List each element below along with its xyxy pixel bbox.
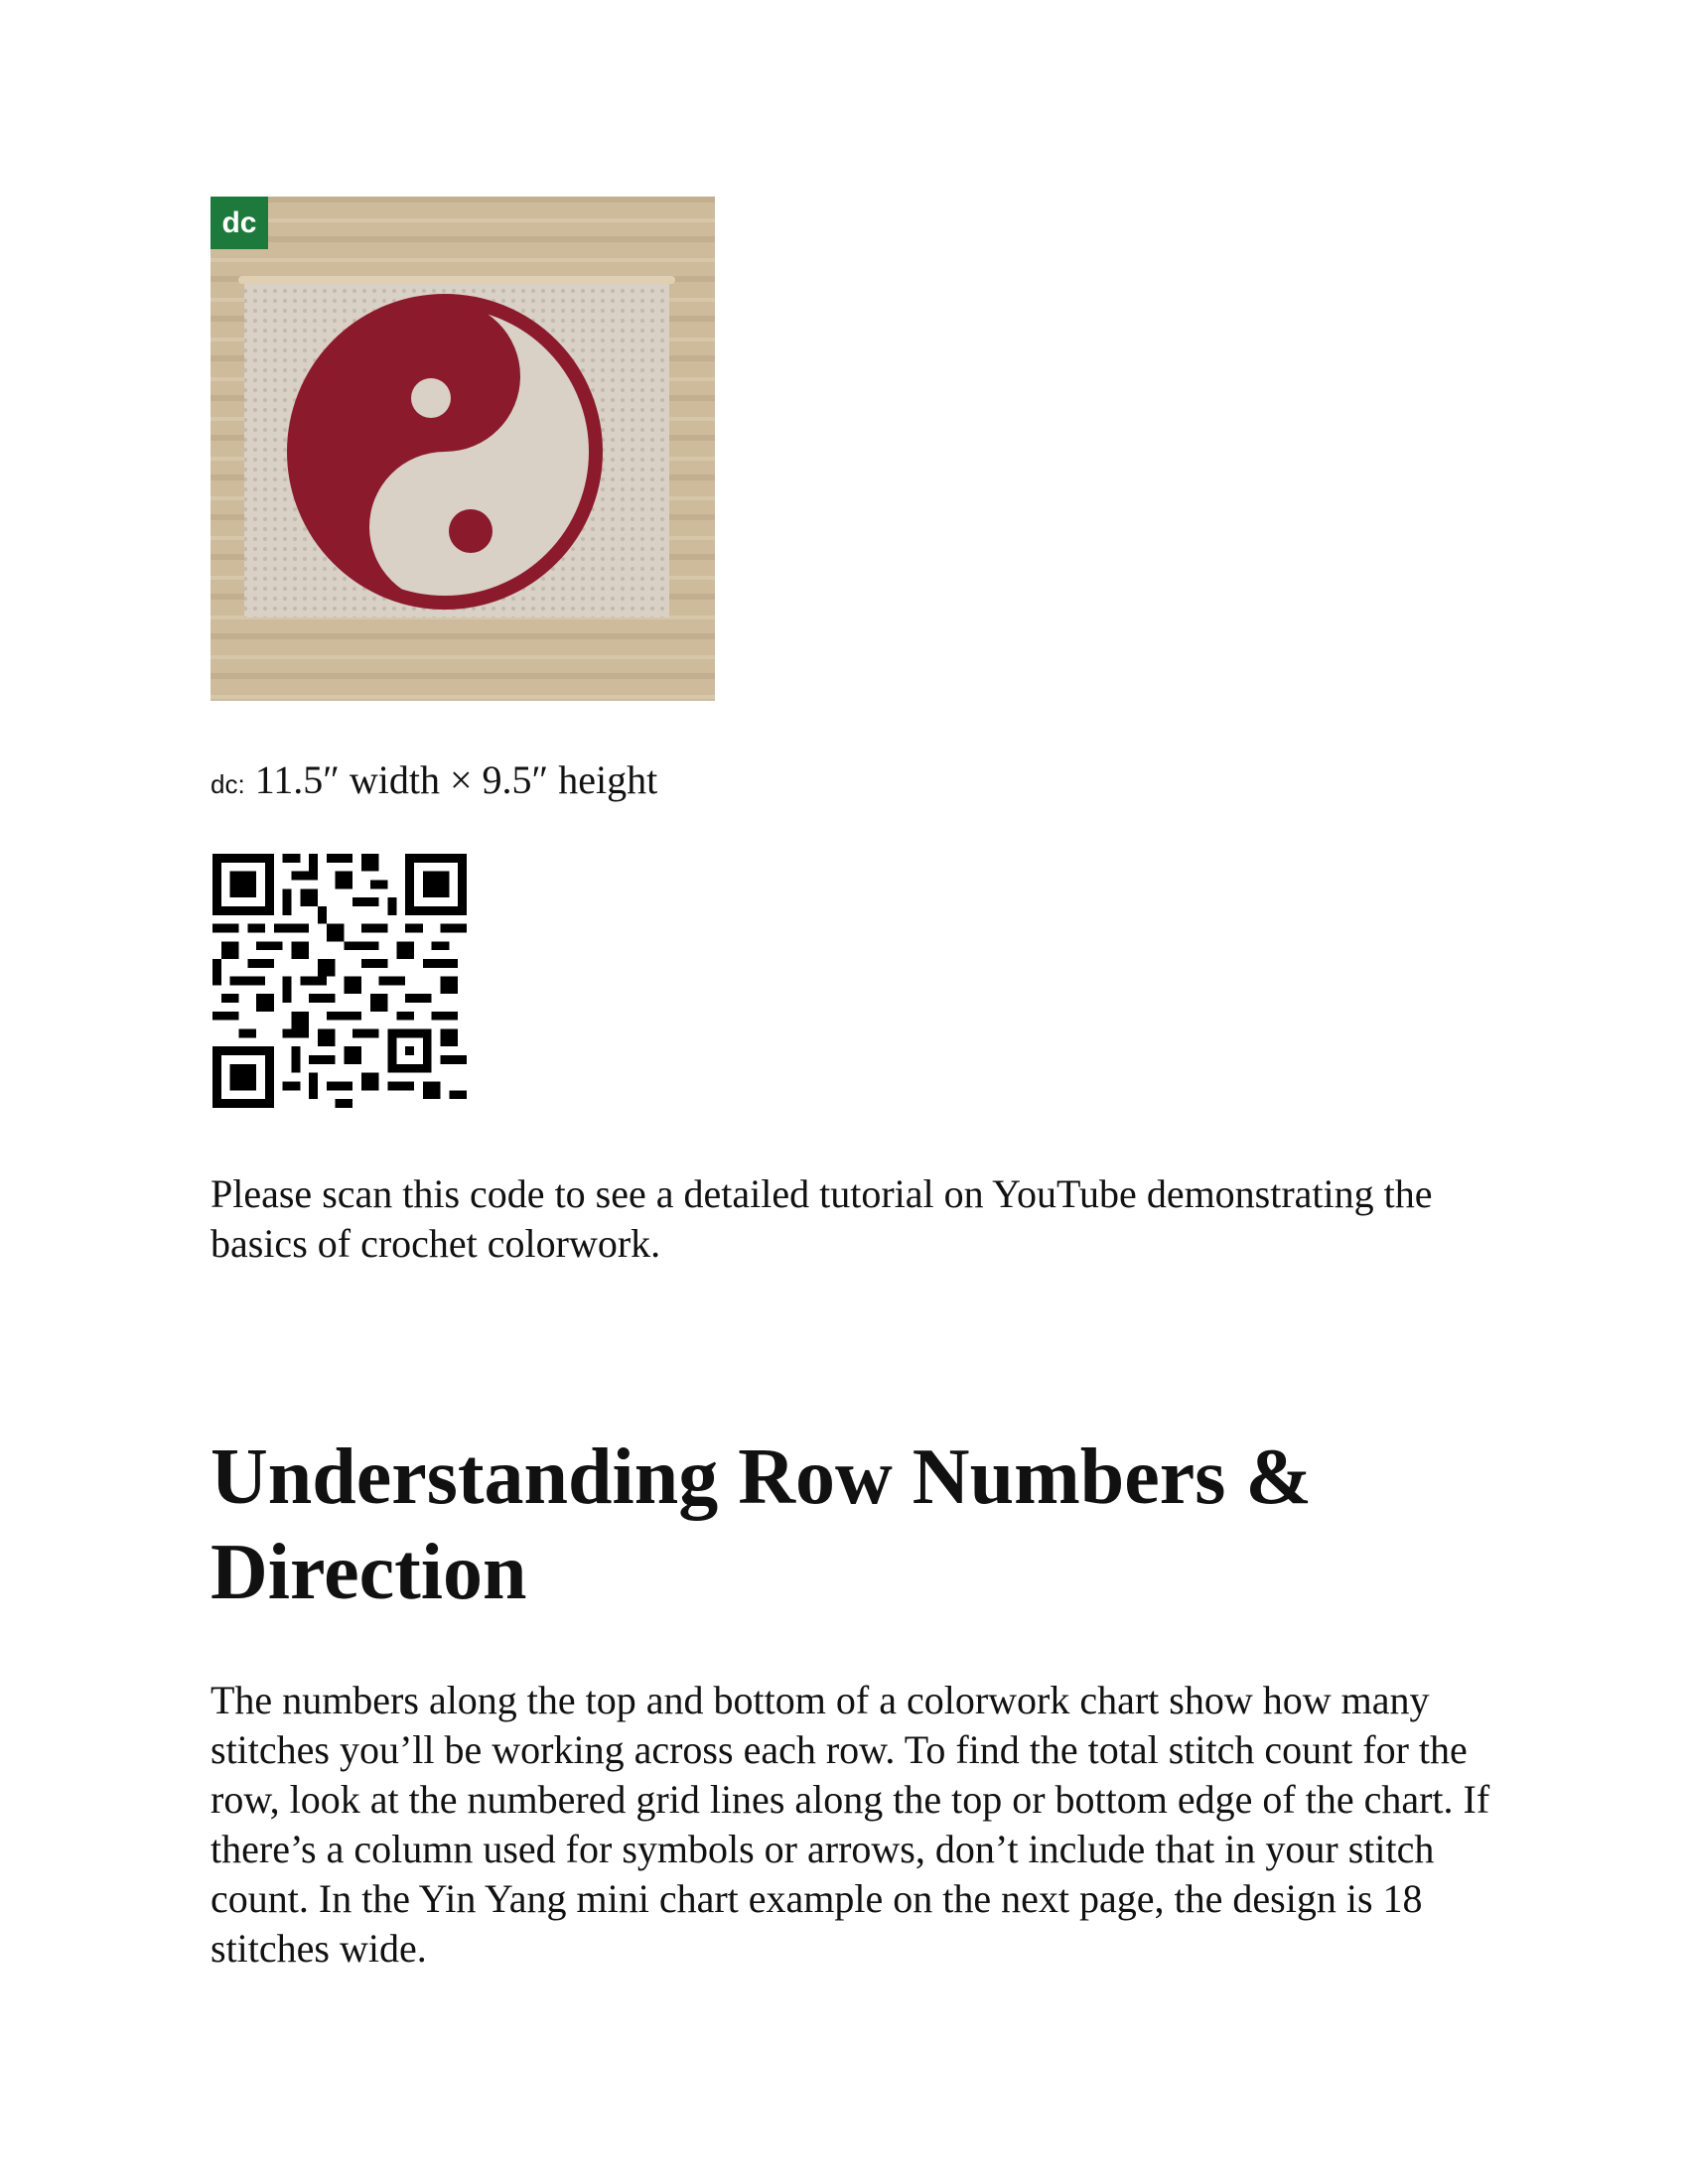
scan-instruction: Please scan this code to see a detailed tutorial on YouTube demonstrating the basics of crochet colorwork. — [211, 1171, 1433, 1266]
dimensions-caption — [211, 756, 657, 803]
qr-code-icon[interactable] — [212, 854, 467, 1108]
yin-yang-crochet-photo — [211, 197, 715, 701]
dimensions-text: 11.5″ width × 9.5″ height — [254, 757, 658, 802]
dimensions-label: dc: — [211, 769, 245, 799]
section-heading: Understanding Row Numbers & Direction — [211, 1433, 1312, 1616]
section-body: The numbers along the top and bottom of a colorwork chart show how many stitches you’ll be working across each row. To find the total stitch count for the row, look at the numbered grid lines along the top or bottom edge of the chart. If there’s a column used for symbols or arrows, don’t include that in your stitch count. In the Yin Yang mini chart example on the next page, the design is 18 stitches wide. — [211, 1678, 1490, 1971]
dc-badge: dc — [211, 197, 268, 249]
